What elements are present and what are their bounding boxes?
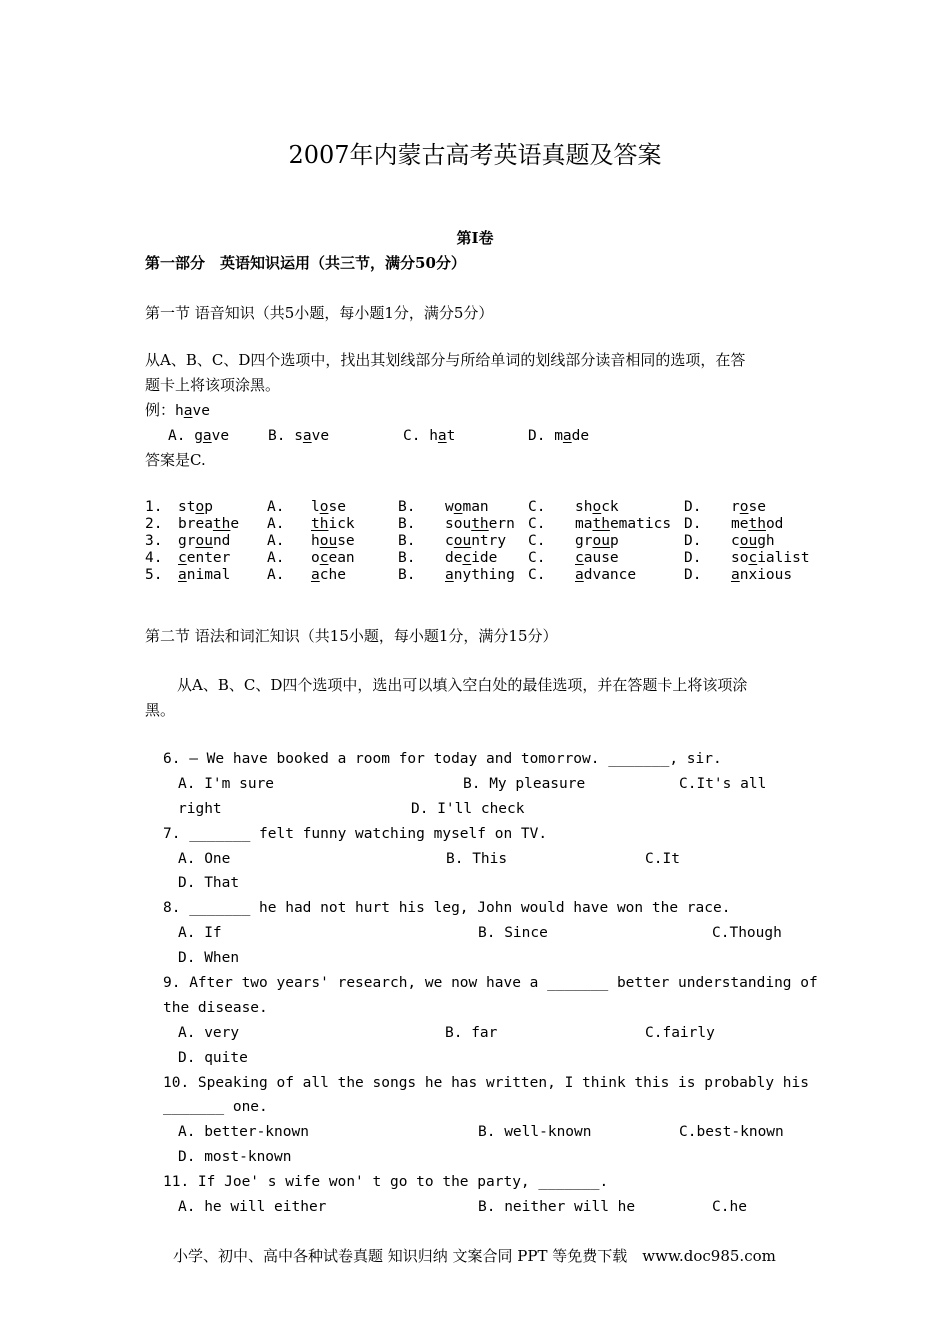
given-word: animal <box>178 567 231 583</box>
letter-b: B. <box>398 567 416 583</box>
option-c: shock <box>575 499 619 515</box>
question-6: 6. — We have booked a room for today and tomorrow. _______, sir. <box>163 751 722 767</box>
q7-option-b: B. This <box>446 851 508 867</box>
example-option-a: A. gave <box>168 428 230 444</box>
option-a: house <box>311 533 355 549</box>
q11-option-c: C.he <box>712 1199 747 1215</box>
letter-b: B. <box>398 516 416 532</box>
section-one-heading: 第一节 语音知识（共5小题，每小题1分，满分5分） <box>145 304 494 322</box>
letter-b: B. <box>398 499 416 515</box>
letter-a: A. <box>267 567 285 583</box>
row-number: 1. <box>145 499 163 515</box>
document-title: 2007年内蒙古高考英语真题及答案 <box>288 141 662 169</box>
example-word: have <box>175 403 210 419</box>
question-7: 7. _______ felt funny watching myself on TV. <box>163 826 548 842</box>
question-10-cont: _______ one. <box>163 1099 268 1115</box>
question-11: 11. If Joe' s wife won' t go to the party, _______. <box>163 1174 609 1190</box>
example-answer: 答案是C. <box>145 451 206 469</box>
q6-option-c-cont: right <box>178 801 222 817</box>
letter-b: B. <box>398 550 416 566</box>
letter-c: C. <box>528 567 546 583</box>
option-d: socialist <box>731 550 810 566</box>
section-two-heading: 第二节 语法和词汇知识（共15小题，每小题1分，满分15分） <box>145 627 558 645</box>
q6-option-b: B. My pleasure <box>463 776 586 792</box>
question-9: 9. After two years' research, we now have a _______ better understanding of <box>163 975 818 991</box>
option-c: cause <box>575 550 619 566</box>
q9-option-a: A. very <box>178 1025 240 1041</box>
q7-option-d: D. That <box>178 875 240 891</box>
question-9-cont: the disease. <box>163 1000 268 1016</box>
q9-option-c: C.fairly <box>645 1025 715 1041</box>
option-d: cough <box>731 533 775 549</box>
q8-option-a: A. If <box>178 925 222 941</box>
option-c: mathematics <box>575 516 672 532</box>
letter-d: D. <box>684 499 702 515</box>
row-number: 2. <box>145 516 163 532</box>
letter-c: C. <box>528 499 546 515</box>
q10-option-a: A. better-known <box>178 1124 309 1140</box>
question-10: 10. Speaking of all the songs he has written, I think this is probably his <box>163 1075 810 1091</box>
option-d: rose <box>731 499 766 515</box>
example-line <box>145 398 210 424</box>
letter-c: C. <box>528 533 546 549</box>
option-a: lose <box>311 499 346 515</box>
part-one-heading: 第一部分 英语知识运用（共三节，满分50分） <box>145 254 466 272</box>
example-option-d: D. made <box>528 428 590 444</box>
letter-d: D. <box>684 516 702 532</box>
option-b: decide <box>445 550 498 566</box>
section-two-instruction-line-2: 黑。 <box>145 701 176 719</box>
q11-option-a: A. he will either <box>178 1199 327 1215</box>
example-option-c: C. hat <box>403 428 456 444</box>
letter-a: A. <box>267 533 285 549</box>
q8-option-b: B. Since <box>478 925 548 941</box>
row-number: 3. <box>145 533 163 549</box>
option-a: thick <box>311 516 355 532</box>
letter-c: C. <box>528 550 546 566</box>
option-b: southern <box>445 516 515 532</box>
letter-d: D. <box>684 550 702 566</box>
option-b: woman <box>445 499 489 515</box>
example-option-b: B. save <box>268 428 330 444</box>
section-one-instruction-line-1: 从A、B、C、D四个选项中，找出其划线部分与所给单词的划线部分读音相同的选项，在答 <box>145 351 746 369</box>
option-a: ocean <box>311 550 355 566</box>
q6-option-a: A. I'm sure <box>178 776 275 792</box>
row-number: 4. <box>145 550 163 566</box>
q6-option-d: D. I'll check <box>411 801 525 817</box>
option-d: anxious <box>731 567 793 583</box>
option-a: ache <box>311 567 346 583</box>
q8-option-d: D. When <box>178 950 240 966</box>
q9-option-d: D. quite <box>178 1050 248 1066</box>
letter-a: A. <box>267 550 285 566</box>
given-word: center <box>178 550 231 566</box>
section-two-instruction-line-1: 从A、B、C、D四个选项中，选出可以填入空白处的最佳选项，并在答题卡上将该项涂 <box>177 676 748 694</box>
letter-c: C. <box>528 516 546 532</box>
q10-option-c: C.best-known <box>679 1124 784 1140</box>
letter-a: A. <box>267 516 285 532</box>
given-word: stop <box>178 499 213 515</box>
q7-option-c: C.It <box>645 851 680 867</box>
volume-heading: 第I卷 <box>456 229 494 247</box>
q10-option-b: B. well-known <box>478 1124 592 1140</box>
option-c: advance <box>575 567 637 583</box>
letter-a: A. <box>267 499 285 515</box>
letter-b: B. <box>398 533 416 549</box>
option-b: country <box>445 533 507 549</box>
q7-option-a: A. One <box>178 851 231 867</box>
given-word: ground <box>178 533 231 549</box>
question-8: 8. _______ he had not hurt his leg, John would have won the race. <box>163 900 731 916</box>
option-c: group <box>575 533 619 549</box>
q10-option-d: D. most-known <box>178 1149 292 1165</box>
q11-option-b: B. neither will he <box>478 1199 636 1215</box>
example-label: 例： <box>145 401 176 419</box>
row-number: 5. <box>145 567 163 583</box>
page-footer: 小学、初中、高中各种试卷真题 知识归纳 文案合同 PPT 等免费下载 www.doc985.com <box>173 1247 776 1265</box>
q8-option-c: C.Though <box>712 925 782 941</box>
letter-d: D. <box>684 533 702 549</box>
q6-option-c: C.It's all <box>679 776 767 792</box>
q9-option-b: B. far <box>445 1025 498 1041</box>
option-d: method <box>731 516 784 532</box>
letter-d: D. <box>684 567 702 583</box>
section-one-instruction-line-2: 题卡上将该项涂黑。 <box>145 376 281 394</box>
given-word: breathe <box>178 516 240 532</box>
option-b: anything <box>445 567 515 583</box>
